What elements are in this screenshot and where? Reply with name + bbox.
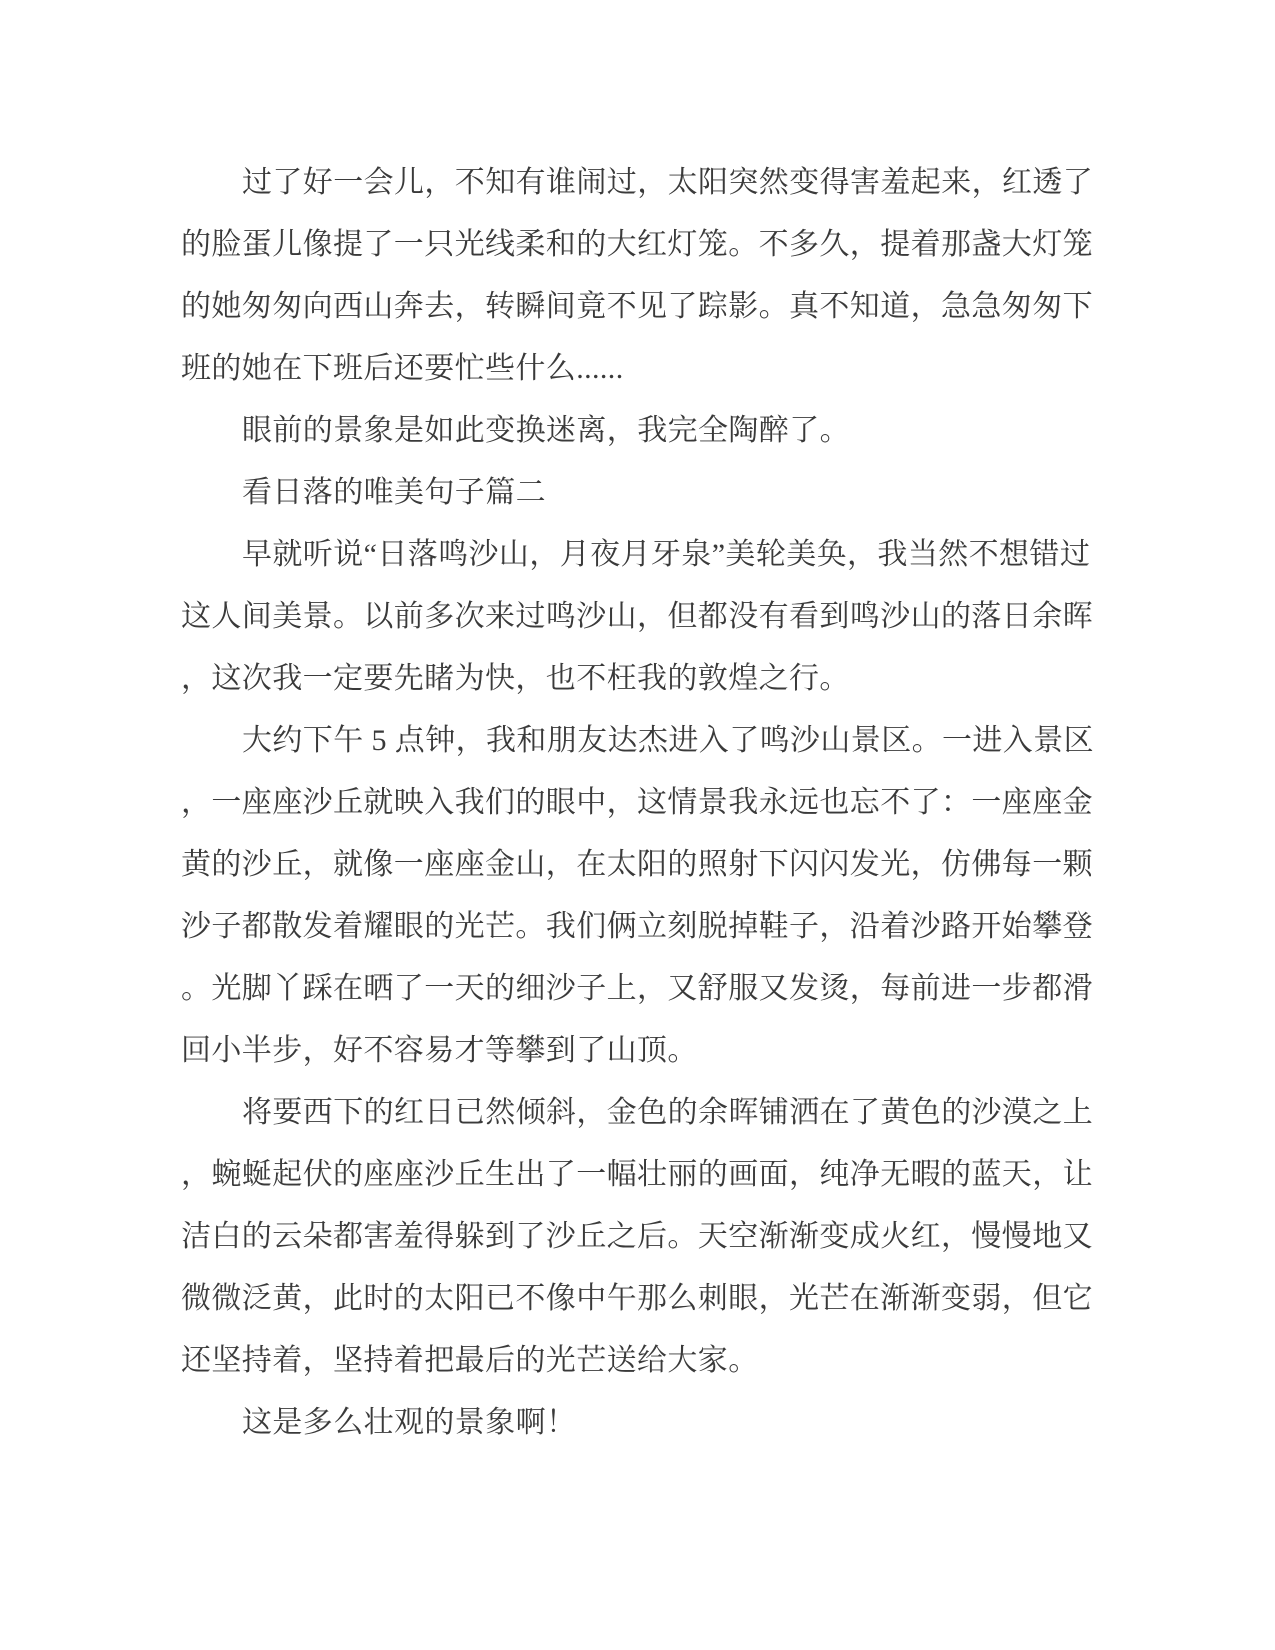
text-line: 眼前的景象是如此变换迷离，我完全陶醉了。: [242, 414, 850, 447]
text-line: 回小半步，好不容易才等攀到了山顶。: [181, 1034, 698, 1067]
text-line: ，蜿蜒起伏的座座沙丘生出了一幅壮丽的画面，纯净无暇的蓝天，让: [181, 1158, 1093, 1191]
document-body: [181, 152, 1095, 1454]
paragraph: [181, 524, 1095, 710]
text-line: 。光脚丫踩在晒了一天的细沙子上，又舒服又发烫，每前进一步都滑: [181, 972, 1093, 1005]
text-line: 还坚持着，坚持着把最后的光芒送给大家。: [181, 1344, 759, 1377]
text-line: ，一座座沙丘就映入我们的眼中，这情景我永远也忘不了：一座座金: [181, 786, 1093, 819]
paragraph: [181, 152, 1095, 400]
text-line: 班的她在下班后还要忙些什么......: [181, 352, 624, 385]
text-line: 洁白的云朵都害羞得躲到了沙丘之后。天空渐渐变成火红，慢慢地又: [181, 1220, 1093, 1253]
text-line: 看日落的唯美句子篇二: [242, 476, 546, 509]
paragraph: [181, 462, 1095, 524]
text-line: 黄的沙丘，就像一座座金山，在太阳的照射下闪闪发光，仿佛每一颗: [181, 848, 1093, 881]
text-line: 早就听说“日落鸣沙山，月夜月牙泉”美轮美奂，我当然不想错过: [242, 538, 1091, 571]
text-line: 将要西下的红日已然倾斜，金色的余晖铺洒在了黄色的沙漠之上: [242, 1096, 1094, 1129]
text-line: 微微泛黄，此时的太阳已不像中午那么刺眼，光芒在渐渐变弱，但它: [181, 1282, 1093, 1315]
paragraph: [181, 710, 1095, 1082]
text-line: 沙子都散发着耀眼的光芒。我们俩立刻脱掉鞋子，沿着沙路开始攀登: [181, 910, 1093, 943]
paragraph: [181, 1082, 1095, 1392]
text-line: 过了好一会儿，不知有谁闹过，太阳突然变得害羞起来，红透了: [242, 166, 1094, 199]
paragraph: [181, 1392, 1095, 1454]
text-line: 大约下午 5 点钟，我和朋友达杰进入了鸣沙山景区。一进入景区: [242, 724, 1094, 757]
paragraph: [181, 400, 1095, 462]
text-line: 的脸蛋儿像提了一只光线柔和的大红灯笼。不多久，提着那盏大灯笼: [181, 228, 1093, 261]
text-line: 这是多么壮观的景象啊！: [242, 1406, 577, 1439]
text-line: 的她匆匆向西山奔去，转瞬间竟不见了踪影。真不知道，急急匆匆下: [181, 290, 1093, 323]
text-line: 这人间美景。以前多次来过鸣沙山，但都没有看到鸣沙山的落日余晖: [181, 600, 1093, 633]
text-line: ，这次我一定要先睹为快，也不枉我的敦煌之行。: [181, 662, 850, 695]
